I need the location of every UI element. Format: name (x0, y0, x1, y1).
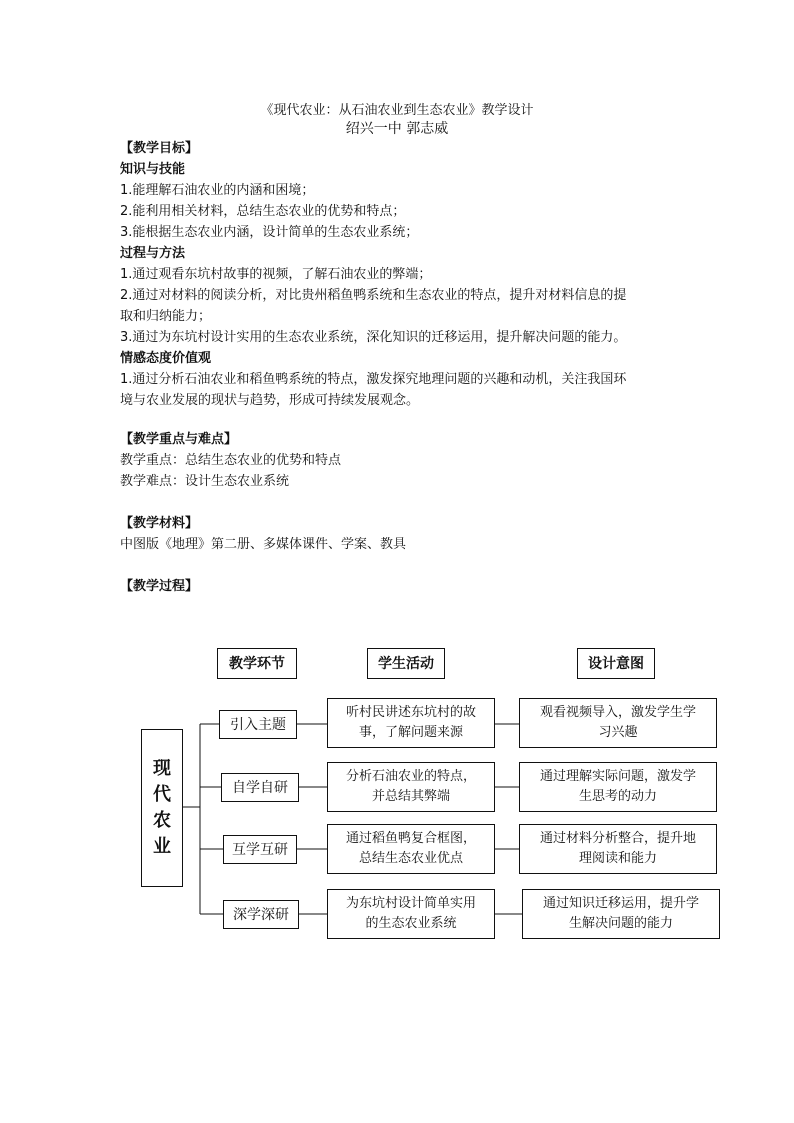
root-char: 农 (153, 810, 171, 831)
activity-line: 的生态农业系统 (365, 916, 457, 931)
document-author: 绍兴一中 郭志威 (345, 121, 449, 137)
stage-intro: 引入主题 (219, 710, 297, 739)
intent-line: 生解决问题的能力 (568, 916, 673, 931)
intent-line: 观看视频导入，激发学生学 (539, 705, 696, 720)
attitude-line: 境与农业发展的现状与趋势，形成可持续发展观念。 (120, 393, 420, 408)
objectives-heading: 【教学目标】 (120, 141, 199, 156)
activity-line: 事，了解问题来源 (358, 725, 463, 740)
intent-line: 理阅读和能力 (578, 851, 657, 866)
intent-box (519, 698, 717, 748)
activity-box (327, 824, 495, 874)
activity-box (327, 762, 495, 812)
activity-box (327, 889, 495, 939)
intent-line: 习兴趣 (598, 725, 638, 740)
knowledge-item: 1.能理解石油农业的内涵和困境； (120, 183, 315, 198)
process-heading-main: 【教学过程】 (120, 579, 199, 594)
process-line: 2.通过对材料的阅读分析，对比贵州稻鱼鸭系统和生态农业的特点，提升对材料信息的提 (120, 288, 627, 303)
root-char: 业 (153, 836, 171, 857)
intent-box (519, 762, 717, 812)
materials-text: 中图版《地理》第二册、多媒体课件、学案、教具 (120, 537, 407, 552)
intent-line: 通过材料分析整合，提升地 (539, 831, 696, 846)
col-header-intent: 设计意图 (577, 648, 655, 679)
objectives-section (120, 138, 680, 411)
intent-line: 通过理解实际问题，激发学 (539, 769, 696, 784)
stage-peer-study: 互学互研 (223, 835, 297, 864)
keypoints-heading: 【教学重点与难点】 (120, 432, 238, 447)
intent-line: 生思考的动力 (578, 789, 657, 804)
process-line: 1.通过观看东坑村故事的视频，了解石油农业的弊端； (120, 267, 432, 282)
stage-deep-study: 深学深研 (223, 900, 299, 929)
materials-section (120, 513, 680, 555)
intent-box (522, 889, 720, 939)
document-title: 《现代农业：从石油农业到生态农业》教学设计 (260, 103, 534, 118)
process-heading: 过程与方法 (120, 246, 186, 261)
activity-line: 听村民讲述东坑村的故 (345, 705, 476, 720)
knowledge-heading: 知识与技能 (120, 162, 186, 177)
knowledge-item: 3.能根据生态农业内涵，设计简单的生态农业系统； (120, 225, 419, 240)
key-difficulty: 教学难点：设计生态农业系统 (120, 474, 290, 489)
knowledge-item: 2.能利用相关材料，总结生态农业的优势和特点； (120, 204, 406, 219)
stage-self-study: 自学自研 (221, 773, 299, 802)
activity-line: 分析石油农业的特点， (345, 769, 476, 784)
process-line: 3.通过为东坑村设计实用的生态农业系统，深化知识的迁移运用，提升解决问题的能力。 (120, 330, 627, 345)
col-header-stage: 教学环节 (217, 648, 297, 679)
key-focus: 教学重点：总结生态农业的优势和特点 (120, 453, 342, 468)
activity-line: 总结生态农业优点 (358, 851, 463, 866)
root-char: 代 (153, 784, 171, 805)
process-section (120, 576, 680, 597)
materials-heading: 【教学材料】 (120, 516, 199, 531)
intent-box (519, 824, 717, 874)
activity-line: 为东坑村设计简单实用 (345, 896, 476, 911)
activity-line: 通过稻鱼鸭复合框图， (345, 831, 476, 846)
col-header-activity: 学生活动 (367, 648, 445, 679)
attitude-line: 1.通过分析石油农业和稻鱼鸭系统的特点，激发探究地理问题的兴趣和动机，关注我国环 (120, 372, 627, 387)
keypoints-section (120, 429, 680, 492)
root-char: 现 (153, 758, 171, 779)
root-modern-agriculture (141, 729, 183, 887)
attitude-heading: 情感态度价值观 (120, 351, 212, 366)
activity-line: 并总结其弊端 (371, 789, 450, 804)
activity-box (327, 698, 495, 748)
process-line: 取和归纳能力； (120, 309, 212, 324)
intent-line: 通过知识迁移运用，提升学 (542, 896, 699, 911)
